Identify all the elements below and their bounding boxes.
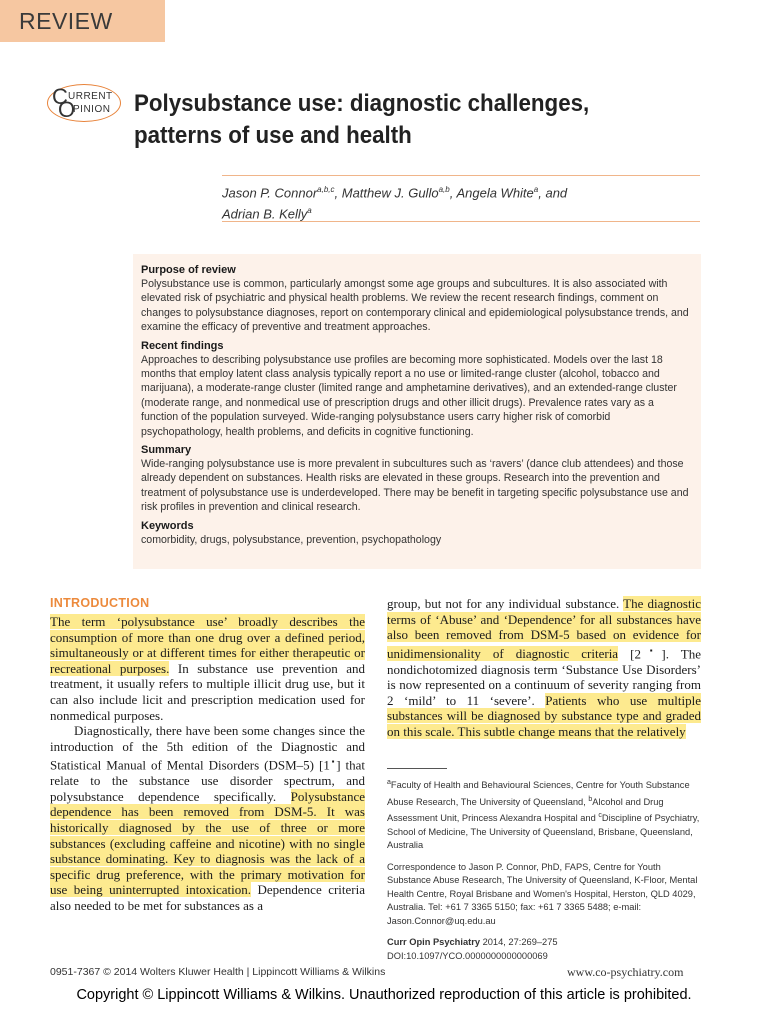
citation-line [387, 936, 701, 950]
body-text: ] that relate to the substance use disorder spectrum, and polysubstance dependence specifically. [50, 757, 366, 804]
journal-name: Curr Opin Psychiatry [387, 937, 480, 948]
logo-letter-c: C [52, 84, 68, 109]
doi: DOI:10.1097/YCO.0000000000000069 [387, 950, 548, 961]
body-text: group, but not for any individual substance. [387, 596, 624, 611]
highlighted-text: Polysubstance dependence has been removed from DSM-5. It was historically diagnosed by the use of three or more substances (excluding caffeine and nicotine) with no single substance dominating. Key to diagnosis was the lack of a specific drug preference, with the primary motivation for use being uninterrupted intoxication. [50, 788, 365, 898]
author-name: Adrian B. Kelly [222, 206, 308, 222]
affiliation-mark: a [387, 779, 391, 786]
authors-top-rule [222, 175, 700, 176]
correspondence: Correspondence to Jason P. Connor, PhD, FAPS, Centre for Youth Substance Abuse Research, The University of Queensland, K-Floor, Mental Health Centre, Royal Brisbane and Women's Hospital, Herston, QLD 4029, Australia. Tel: +61 7 3365 5150; fax: +61 7 3365 5488; e-mail: Jason.Connor@uq.edu.au [387, 861, 698, 926]
body-text: Diagnostically, there have been some changes since the introduction of the 5th edition of the Diagnostic and Statistical Manual of Mental Disorders (DSM–5) [1 [50, 723, 365, 773]
body-text: [2 [618, 646, 641, 662]
footnote-separator [387, 768, 447, 769]
authors-bottom-rule [222, 221, 700, 222]
abstract-box [133, 254, 701, 569]
affiliation-text: Discipline of Psychiatry, School of Medicine, The University of Queensland, Brisbane, Queensland, Australia [387, 813, 700, 851]
highlighted-text: Patients who use multiple substances will be diagnosed by substance type and graded on this scale. This subtle change means that the relatively [387, 692, 701, 740]
citation-details: 2014, 27:269–275 [480, 937, 558, 948]
author-affiliation-mark: a,b,c [317, 185, 335, 194]
keywords-heading: Keywords [141, 519, 194, 532]
affiliation-mark: c [598, 812, 602, 820]
reference-marker: ▪ [640, 645, 662, 655]
affiliations [387, 776, 701, 853]
author-affiliation-mark: a,b [438, 185, 450, 194]
logo-line-2: PINION [73, 104, 111, 115]
affiliation-mark: b [588, 795, 593, 803]
findings-text: Approaches to describing polysubstance use profiles are becoming more sophisticated. Models over the last 18 months that employ latent class analysis typically report a no use or limited-range cluster (alcohol, tobacco and marijuana), a moderate-range cluster (limited range and amphetamine derivatives), and an extended-range cluster (moderate range, and nonmedical use of prescription drugs and other illicit drugs). Prevalence rates vary as a function of the population surveyed. Wide-ranging polysubstance users carry higher risk of comorbid psychopathology, health problems, and deficits in cognitive functioning. [141, 353, 677, 438]
affiliation-text: Alcohol and Drug Assessment Unit, Princess Alexandra Hospital and [387, 796, 664, 824]
summary-heading: Summary [141, 444, 192, 457]
reference-marker: ▪ [329, 757, 337, 767]
introduction-heading: INTRODUCTION [50, 596, 150, 610]
author-affiliation-mark: a [307, 206, 312, 216]
intro-paragraph-continued [387, 596, 701, 740]
body-text: ]. The nondichotomized diagnosis term ‘Substance Use Disorders’ is now represented on a continuum of severity ranging from 2 ‘mild’ to 11 ‘severe’. [387, 646, 701, 708]
section-tag: REVIEW [0, 0, 165, 42]
author-name: Jason P. Connor [222, 185, 318, 201]
summary-text: Wide-ranging polysubstance use is more prevalent in subcultures such as ‘ravers’ (dance club attendees) and those already dependent on substances. Health risks are elevated in these groups. Research into the prevention and treatment of polysubstance use is underdeveloped. There may be benefit in targeting specific polysubstance use and risk profiles in prevention and clinical research. [141, 458, 689, 514]
intro-paragraph-2 [50, 723, 365, 913]
author-name: Matthew J. Gullo [341, 185, 439, 201]
author-name: Angela White [456, 185, 534, 201]
copyright-notice: Copyright © Lippincott Williams & Wilkins. Unauthorized reproduction of this article is prohibited. [76, 987, 692, 1003]
body-text: In substance use prevention and treatment, it usually refers to multiple illicit drug use, but it can also include licit and prescription medication used for nonmedical purposes. [50, 660, 366, 723]
keywords-text: comorbidity, drugs, polysubstance, prevention, psychopathology [141, 533, 442, 546]
author-affiliation-mark: a [533, 185, 539, 194]
intro-paragraph-1 [50, 614, 365, 723]
author-list: Jason P. Connor$^{a,b,c}$, Matthew J. Gullo$^{a,b}$, Angela White$^a$, and Adrian B. Kelly$^a$ [222, 185, 568, 222]
footer-journal-url[interactable]: www.co-psychiatry.com [567, 965, 684, 979]
logo-letter-o: O [58, 97, 76, 122]
purpose-text: Polysubstance use is common, particularly amongst some age groups and subcultures. It is also associated with elevated risk of psychiatric and physical health problems. We review the recent research findings, comment on changes to polysubstance diagnoses, report on contemporary clinical and epidemiological polysubstance trends, and examine the efficacy of preventive and treatment approaches. [141, 278, 689, 334]
findings-heading: Recent findings [141, 339, 224, 352]
article-title: Polysubstance use: diagnostic challenges, patterns of use and health [134, 90, 590, 149]
affiliation-text: Faculty of Health and Behavioural Sciences, Centre for Youth Substance Abuse Research, The University of Queensland, [387, 780, 690, 807]
highlighted-text: The diagnostic terms of ‘Abuse’ and ‘Dependence’ for all substances have also been removed from DSM-5 based on evidence for unidimensionality of diagnostic criteria [387, 596, 701, 662]
author-conjunction: and [545, 185, 568, 201]
body-column-left [50, 614, 365, 914]
body-text: Dependence criteria also needed to be met for substances as a [50, 882, 366, 914]
logo-line-1: URRENT [68, 91, 113, 102]
footnotes [387, 776, 701, 963]
footer-publisher: 0951-7367 © 2014 Wolters Kluwer Health | Lippincott Williams & Wilkins [50, 966, 386, 978]
body-column-right [387, 596, 701, 740]
journal-logo [47, 84, 121, 122]
highlighted-text: The term ‘polysubstance use’ broadly describes the consumption of more than one drug over a defined period, simultaneously or at different times for either therapeutic or recreational purposes. [50, 614, 365, 676]
purpose-heading: Purpose of review [141, 264, 236, 276]
